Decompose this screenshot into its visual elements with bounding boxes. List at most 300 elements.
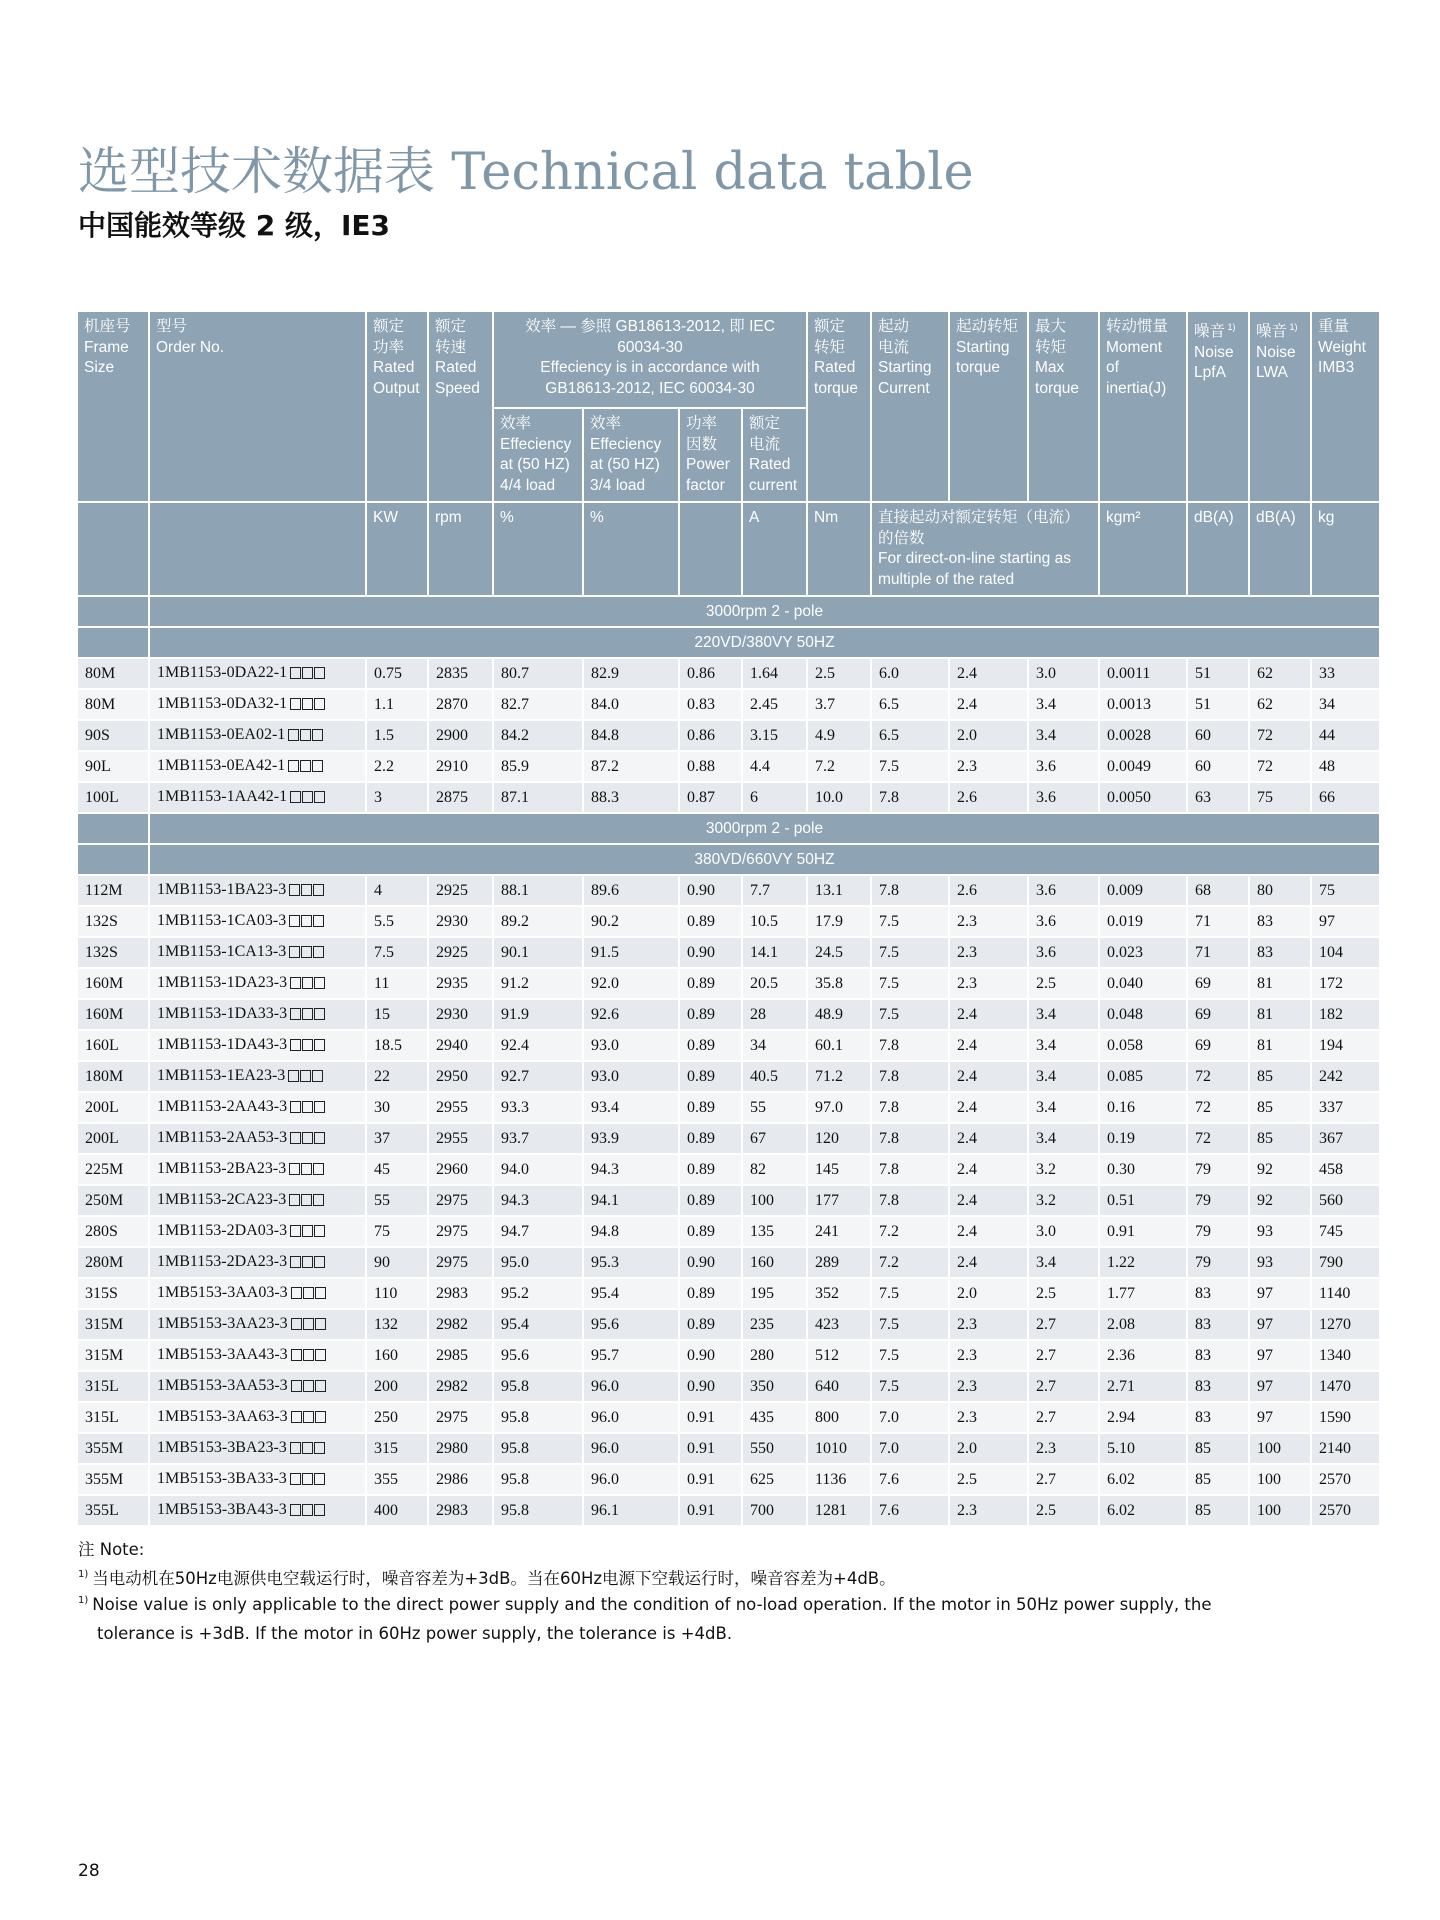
- units-row: [77, 502, 1380, 596]
- table-cell: 90.2: [583, 906, 679, 937]
- table-cell: 0.90: [679, 1340, 742, 1371]
- table-cell: 2.4: [949, 658, 1028, 689]
- header-line: 直接起动对额定转矩（电流）: [878, 509, 1080, 526]
- order-option-boxes-icon: [291, 1348, 327, 1366]
- table-cell: 7.5: [871, 751, 949, 782]
- table-cell: 0.86: [679, 720, 742, 751]
- band-spacer: [77, 627, 149, 658]
- table-cell: 2.0: [949, 1433, 1028, 1464]
- table-cell: 0.0028: [1099, 720, 1187, 751]
- table-cell: 1MB1153-1DA23-3: [149, 968, 366, 999]
- table-cell: 0.19: [1099, 1123, 1187, 1154]
- table-row: [77, 1216, 1380, 1247]
- header-line: torque: [1035, 379, 1079, 397]
- table-cell: 2.5: [949, 1464, 1028, 1495]
- table-cell: 95.2: [493, 1278, 583, 1309]
- table-cell: 2.4: [949, 1216, 1028, 1247]
- header-line: 因数: [686, 435, 718, 453]
- table-cell: 0.83: [679, 689, 742, 720]
- table-row: [77, 1464, 1380, 1495]
- table-cell: 100: [742, 1185, 807, 1216]
- table-cell: 34: [1311, 689, 1380, 720]
- table-cell: 2.5: [807, 658, 871, 689]
- table-cell: 48.9: [807, 999, 871, 1030]
- table-cell: 0.91: [679, 1433, 742, 1464]
- table-cell: 71: [1187, 906, 1249, 937]
- table-cell: 177: [807, 1185, 871, 1216]
- table-cell: 0.88: [679, 751, 742, 782]
- section-band-row: [77, 844, 1380, 875]
- table-cell: 250M: [77, 1185, 149, 1216]
- table-cell: 17.9: [807, 906, 871, 937]
- table-cell: 0.0049: [1099, 751, 1187, 782]
- header-line: Max: [1035, 359, 1065, 376]
- note-chinese-text: 当电动机在50Hz电源供电空载运行时，噪音容差为+3dB。当在60Hz电源下空载运行时，噪音容差为+4dB。: [92, 1569, 896, 1588]
- table-cell: 0.89: [679, 1154, 742, 1185]
- table-cell: 2930: [428, 906, 493, 937]
- table-cell: 1.5: [366, 720, 428, 751]
- table-cell: 355: [366, 1464, 428, 1495]
- table-cell: 100L: [77, 782, 149, 813]
- table-cell: 3.4: [1028, 720, 1099, 751]
- table-cell: 20.5: [742, 968, 807, 999]
- table-cell: 0.89: [679, 1216, 742, 1247]
- table-cell: 83: [1187, 1309, 1249, 1340]
- header-line: 最大: [1035, 318, 1067, 335]
- table-cell: 0.87: [679, 782, 742, 813]
- table-cell: 95.8: [493, 1371, 583, 1402]
- table-cell: 1MB5153-3BA33-3: [149, 1464, 366, 1495]
- table-cell: 2.4: [949, 1123, 1028, 1154]
- table-cell: 0.90: [679, 1371, 742, 1402]
- header-line: 机座号: [84, 318, 131, 335]
- table-cell: 69: [1187, 999, 1249, 1030]
- table-cell: 97: [1249, 1371, 1311, 1402]
- table-cell: 1MB1153-1CA03-3: [149, 906, 366, 937]
- table-cell: 132S: [77, 906, 149, 937]
- table-cell: 90S: [77, 720, 149, 751]
- table-cell: 79: [1187, 1154, 1249, 1185]
- table-cell: 160: [742, 1247, 807, 1278]
- table-cell: 45: [366, 1154, 428, 1185]
- header-line: 功率: [686, 415, 718, 432]
- table-cell: 3.2: [1028, 1154, 1099, 1185]
- table-cell: 93.3: [493, 1092, 583, 1123]
- table-cell: 2.3: [949, 1495, 1028, 1526]
- table-cell: 1.1: [366, 689, 428, 720]
- header-line: at (50 HZ): [500, 456, 570, 473]
- table-cell: 83: [1187, 1402, 1249, 1433]
- table-cell: 1MB1153-2CA23-3: [149, 1185, 366, 1216]
- order-option-boxes-icon: [290, 1441, 326, 1459]
- table-cell: 93: [1249, 1216, 1311, 1247]
- table-cell: 790: [1311, 1247, 1380, 1278]
- order-option-boxes-icon: [290, 1038, 326, 1056]
- table-cell: 182: [1311, 999, 1380, 1030]
- table-cell: 1MB1153-1AA42-1: [149, 782, 366, 813]
- order-option-boxes-icon: [291, 1379, 327, 1397]
- col-rated-torque: [807, 311, 871, 502]
- table-cell: 1MB1153-0DA22-1: [149, 658, 366, 689]
- table-cell: 1MB5153-3AA53-3: [149, 1371, 366, 1402]
- header-line: Speed: [435, 379, 480, 397]
- table-row: [77, 1309, 1380, 1340]
- table-cell: 2900: [428, 720, 493, 751]
- table-cell: 3.6: [1028, 782, 1099, 813]
- band-spacer: [77, 813, 149, 844]
- table-cell: 2.3: [949, 1402, 1028, 1433]
- table-cell: 6.02: [1099, 1464, 1187, 1495]
- header-line: Size: [84, 359, 115, 376]
- header-line: 60034-30: [617, 338, 683, 356]
- table-cell: 2.7: [1028, 1371, 1099, 1402]
- table-cell: 93.0: [583, 1061, 679, 1092]
- table-cell: 1.64: [742, 658, 807, 689]
- table-cell: 3.4: [1028, 1247, 1099, 1278]
- order-option-boxes-icon: [289, 883, 325, 901]
- noise-footnote-marker: 1): [1287, 322, 1298, 332]
- table-cell: 95.8: [493, 1433, 583, 1464]
- header-line: 电流: [878, 338, 910, 356]
- order-option-boxes-icon: [291, 1410, 327, 1428]
- table-cell: 1MB1153-1CA13-3: [149, 937, 366, 968]
- table-cell: 91.2: [493, 968, 583, 999]
- header-line: 额定: [749, 415, 781, 432]
- col-weight: [1311, 311, 1380, 502]
- table-cell: 63: [1187, 782, 1249, 813]
- header-line: IMB3: [1318, 359, 1355, 376]
- table-cell: 3.6: [1028, 751, 1099, 782]
- table-cell: 0.0050: [1099, 782, 1187, 813]
- table-cell: 160M: [77, 999, 149, 1030]
- table-cell: 95.8: [493, 1402, 583, 1433]
- table-cell: 2.3: [949, 751, 1028, 782]
- table-cell: 2140: [1311, 1433, 1380, 1464]
- table-cell: 2.5: [1028, 1278, 1099, 1309]
- table-cell: 1MB5153-3AA23-3: [149, 1309, 366, 1340]
- header-line: 3/4 load: [590, 476, 646, 494]
- header-line: 额定: [814, 318, 846, 335]
- table-cell: 2975: [428, 1185, 493, 1216]
- table-cell: 2935: [428, 968, 493, 999]
- table-cell: 80M: [77, 689, 149, 720]
- table-cell: 7.8: [871, 1185, 949, 1216]
- page-subtitle: 中国能效等级 2 级，IE3: [78, 209, 391, 242]
- table-cell: 3.2: [1028, 1185, 1099, 1216]
- table-cell: 355M: [77, 1464, 149, 1495]
- header-line: Moment: [1106, 338, 1163, 356]
- header-line: GB18613-2012, IEC 60034-30: [545, 379, 755, 397]
- table-cell: 62: [1249, 689, 1311, 720]
- table-cell: 85: [1249, 1123, 1311, 1154]
- header-line: 转矩: [814, 338, 846, 356]
- table-cell: 93.9: [583, 1123, 679, 1154]
- table-cell: 1MB5153-3BA43-3: [149, 1495, 366, 1526]
- order-option-boxes-icon: [290, 1255, 326, 1273]
- table-cell: 560: [1311, 1185, 1380, 1216]
- header-line: Rated: [435, 359, 477, 376]
- header-line: 额定: [435, 318, 467, 335]
- table-cell: 0.91: [1099, 1216, 1187, 1247]
- unit-weight: kg: [1311, 502, 1380, 596]
- table-cell: 15: [366, 999, 428, 1030]
- order-option-boxes-icon: [289, 1162, 325, 1180]
- table-cell: 0.085: [1099, 1061, 1187, 1092]
- table-cell: 88.1: [493, 875, 583, 906]
- table-cell: 7.0: [871, 1433, 949, 1464]
- table-cell: 1340: [1311, 1340, 1380, 1371]
- order-option-boxes-icon: [289, 945, 325, 963]
- table-cell: 355L: [77, 1495, 149, 1526]
- table-cell: 4.4: [742, 751, 807, 782]
- table-cell: 60: [1187, 720, 1249, 751]
- header-line: 功率: [373, 338, 405, 356]
- table-row: [77, 1061, 1380, 1092]
- header-line: torque: [956, 359, 1000, 376]
- table-cell: 11: [366, 968, 428, 999]
- header-line: Rated: [814, 359, 856, 376]
- table-cell: 2975: [428, 1216, 493, 1247]
- table-cell: 35.8: [807, 968, 871, 999]
- table-cell: 280M: [77, 1247, 149, 1278]
- table-cell: 1MB1153-2AA53-3: [149, 1123, 366, 1154]
- col-starting-torque: [949, 311, 1028, 502]
- table-cell: 62: [1249, 658, 1311, 689]
- table-header: [77, 311, 1380, 596]
- table-cell: 2930: [428, 999, 493, 1030]
- table-cell: 80.7: [493, 658, 583, 689]
- col-rated-current: [742, 408, 807, 502]
- table-cell: 235: [742, 1309, 807, 1340]
- table-cell: 85: [1249, 1092, 1311, 1123]
- table-cell: 200: [366, 1371, 428, 1402]
- header-line: 型号: [156, 318, 188, 335]
- table-cell: 95.6: [493, 1340, 583, 1371]
- table-cell: 640: [807, 1371, 871, 1402]
- table-cell: 6.5: [871, 720, 949, 751]
- unit-noise-lwa: dB(A): [1249, 502, 1311, 596]
- table-cell: 82.7: [493, 689, 583, 720]
- table-cell: 100: [1249, 1433, 1311, 1464]
- table-cell: 92: [1249, 1185, 1311, 1216]
- table-row: [77, 689, 1380, 720]
- table-cell: 7.6: [871, 1495, 949, 1526]
- table-cell: 7.5: [871, 1309, 949, 1340]
- table-cell: 2940: [428, 1030, 493, 1061]
- col-frame-size: [77, 311, 149, 502]
- section-band-row: [77, 813, 1380, 844]
- table-cell: 1MB5153-3BA23-3: [149, 1433, 366, 1464]
- table-cell: 2875: [428, 782, 493, 813]
- section-band-label: 220VD/380VY 50HZ: [149, 627, 1380, 658]
- table-cell: 400: [366, 1495, 428, 1526]
- note-sup: 1): [78, 1595, 89, 1606]
- table-row: [77, 906, 1380, 937]
- table-cell: 1MB1153-0DA32-1: [149, 689, 366, 720]
- table-cell: 700: [742, 1495, 807, 1526]
- header-line: current: [749, 476, 798, 494]
- table-cell: 7.8: [871, 1092, 949, 1123]
- table-cell: 3.6: [1028, 906, 1099, 937]
- order-option-boxes-icon: [290, 790, 326, 808]
- table-cell: 28: [742, 999, 807, 1030]
- table-cell: 2.4: [949, 1092, 1028, 1123]
- table-cell: 94.0: [493, 1154, 583, 1185]
- section-band-row: [77, 596, 1380, 627]
- table-cell: 0.16: [1099, 1092, 1187, 1123]
- table-cell: 7.8: [871, 1154, 949, 1185]
- table-cell: 7.8: [871, 1123, 949, 1154]
- table-cell: 2.3: [949, 1371, 1028, 1402]
- table-cell: 745: [1311, 1216, 1380, 1247]
- table-cell: 3.4: [1028, 1061, 1099, 1092]
- table-cell: 68: [1187, 875, 1249, 906]
- header-line: Starting: [878, 359, 932, 376]
- table-cell: 0.048: [1099, 999, 1187, 1030]
- technical-data-table: [76, 310, 1381, 1527]
- table-cell: 100: [1249, 1464, 1311, 1495]
- order-option-boxes-icon: [290, 1503, 326, 1521]
- table-cell: 3.4: [1028, 1092, 1099, 1123]
- table-cell: 132S: [77, 937, 149, 968]
- table-cell: 315L: [77, 1402, 149, 1433]
- unit-frame: [77, 502, 149, 596]
- table-cell: 75: [1249, 782, 1311, 813]
- order-option-boxes-icon: [288, 1069, 324, 1087]
- table-cell: 92.0: [583, 968, 679, 999]
- table-cell: 2.7: [1028, 1464, 1099, 1495]
- header-line: 起动: [878, 318, 910, 335]
- table-cell: 3.0: [1028, 1216, 1099, 1247]
- table-cell: 2.6: [949, 782, 1028, 813]
- col-max-torque: [1028, 311, 1099, 502]
- table-cell: 7.2: [807, 751, 871, 782]
- table-cell: 367: [1311, 1123, 1380, 1154]
- table-cell: 1.77: [1099, 1278, 1187, 1309]
- header-line: 转速: [435, 338, 467, 356]
- header-line: Noise: [1194, 343, 1234, 361]
- table-cell: 2.4: [949, 1154, 1028, 1185]
- table-cell: 4: [366, 875, 428, 906]
- table-cell: 2.7: [1028, 1402, 1099, 1433]
- unit-start-multiple: [871, 502, 1099, 596]
- table-cell: 97: [1249, 1278, 1311, 1309]
- table-cell: 90L: [77, 751, 149, 782]
- table-cell: 2.5: [1028, 1495, 1099, 1526]
- table-cell: 97.0: [807, 1092, 871, 1123]
- header-line: Current: [878, 379, 930, 397]
- table-cell: 160M: [77, 968, 149, 999]
- table-cell: 2925: [428, 875, 493, 906]
- order-option-boxes-icon: [290, 697, 326, 715]
- header-line: 重量: [1318, 318, 1350, 335]
- table-cell: 2.6: [949, 875, 1028, 906]
- table-cell: 104: [1311, 937, 1380, 968]
- header-line: Frame: [84, 338, 129, 356]
- table-cell: 92.6: [583, 999, 679, 1030]
- band-spacer: [77, 844, 149, 875]
- table-cell: 83: [1249, 937, 1311, 968]
- header-line: 转动惯量: [1106, 318, 1169, 335]
- header-line: Rated: [373, 359, 415, 376]
- table-body: [77, 596, 1380, 1526]
- col-eff-34-load: [583, 408, 679, 502]
- table-cell: 72: [1187, 1061, 1249, 1092]
- table-cell: 2960: [428, 1154, 493, 1185]
- table-cell: 6: [742, 782, 807, 813]
- table-cell: 2.7: [1028, 1340, 1099, 1371]
- table-cell: 96.0: [583, 1433, 679, 1464]
- note-heading: 注 Note:: [78, 1540, 145, 1559]
- table-cell: 1MB5153-3AA63-3: [149, 1402, 366, 1433]
- unit-eff-full: %: [493, 502, 583, 596]
- header-line: at (50 HZ): [590, 456, 660, 473]
- table-cell: 3.4: [1028, 1123, 1099, 1154]
- table-cell: 458: [1311, 1154, 1380, 1185]
- table-cell: 83: [1187, 1278, 1249, 1309]
- table-cell: 132: [366, 1309, 428, 1340]
- unit-eff-34: %: [583, 502, 679, 596]
- table-cell: 0.89: [679, 999, 742, 1030]
- table-cell: 0.89: [679, 1309, 742, 1340]
- table-cell: 355M: [77, 1433, 149, 1464]
- header-line: Output: [373, 379, 420, 397]
- table-cell: 97: [1249, 1340, 1311, 1371]
- unit-current: A: [742, 502, 807, 596]
- page-number: 28: [78, 1861, 100, 1881]
- table-cell: 145: [807, 1154, 871, 1185]
- table-cell: 1MB1153-0EA42-1: [149, 751, 366, 782]
- table-cell: 72: [1187, 1123, 1249, 1154]
- table-cell: 94.3: [493, 1185, 583, 1216]
- table-cell: 87.1: [493, 782, 583, 813]
- table-cell: 7.7: [742, 875, 807, 906]
- table-cell: 3.4: [1028, 1030, 1099, 1061]
- table-row: [77, 1154, 1380, 1185]
- table-cell: 95.3: [583, 1247, 679, 1278]
- table-cell: 2975: [428, 1402, 493, 1433]
- table-cell: 100: [1249, 1495, 1311, 1526]
- table-cell: 2986: [428, 1464, 493, 1495]
- table-cell: 92.7: [493, 1061, 583, 1092]
- table-row: [77, 968, 1380, 999]
- table-cell: 93.7: [493, 1123, 583, 1154]
- table-cell: 2.3: [949, 937, 1028, 968]
- table-cell: 96.0: [583, 1402, 679, 1433]
- table-cell: 280S: [77, 1216, 149, 1247]
- table-cell: 82: [742, 1154, 807, 1185]
- table-cell: 2955: [428, 1123, 493, 1154]
- table-cell: 1140: [1311, 1278, 1380, 1309]
- table-cell: 194: [1311, 1030, 1380, 1061]
- table-cell: 7.5: [871, 968, 949, 999]
- table-cell: 2.45: [742, 689, 807, 720]
- table-cell: 30: [366, 1092, 428, 1123]
- table-cell: 91.9: [493, 999, 583, 1030]
- table-cell: 289: [807, 1247, 871, 1278]
- table-cell: 81: [1249, 968, 1311, 999]
- table-cell: 85: [1249, 1061, 1311, 1092]
- table-cell: 2.3: [1028, 1433, 1099, 1464]
- header-line: multiple of the rated: [878, 570, 1015, 588]
- table-cell: 2.3: [949, 1340, 1028, 1371]
- table-row: [77, 1340, 1380, 1371]
- header-line: Order No.: [156, 338, 225, 356]
- table-cell: 2980: [428, 1433, 493, 1464]
- table-cell: 1136: [807, 1464, 871, 1495]
- table-cell: 2.36: [1099, 1340, 1187, 1371]
- header-line: torque: [814, 379, 858, 397]
